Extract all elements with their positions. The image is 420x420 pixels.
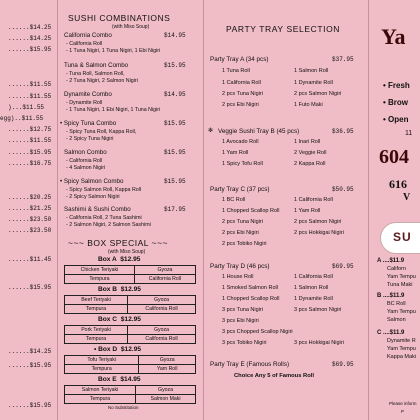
price-row: ......$15.95 [8, 149, 52, 156]
combo-desc: Californ [387, 266, 406, 272]
menu-item-name: Salmon Combo [64, 149, 107, 156]
tray-item: 1 Futo Maki [294, 102, 323, 108]
menu-item-price: $15.95 [164, 62, 186, 69]
tray-item: 3 pcs Ebi Nigiri [222, 318, 259, 324]
box-cell: Chicken Teriyaki [65, 266, 135, 275]
tray-item: 1 California Roll [294, 274, 333, 280]
menu-item-price: $14.95 [164, 32, 186, 39]
menu-item-name: Tuna & Salmon Combo [64, 62, 129, 69]
tray-item: 2 pcs Salmon Nigiri [294, 219, 342, 225]
tray-item: 2 pcs Tuna Nigiri [222, 91, 263, 97]
price-row: ......$20.25 [8, 194, 52, 201]
box-cell: Tempura [65, 305, 128, 314]
price-row: ......$11.55 [8, 93, 52, 100]
box-header: Box C $12.95 [98, 316, 141, 323]
combo-desc: BC Roll [387, 301, 406, 307]
tray-item: 1 Dynamite Roll [294, 296, 333, 302]
menu-item-desc: - 1 Tuna Nigiri, 1 Tuna Nigiri, 1 Ebi Nigiri [66, 48, 161, 54]
star-icon: ✻ [208, 128, 214, 134]
combo-desc: Yam Tempu [387, 309, 416, 315]
combo-desc: Kappa Maki [387, 354, 417, 360]
tray-price: $69.95 [332, 263, 354, 270]
box-cell: Gyoza [136, 386, 196, 395]
tray-item: 1 Salmon Roll [294, 285, 329, 291]
box-cell: Beef Teriyaki [65, 296, 128, 305]
box-table [64, 325, 196, 344]
tray-item: 1 BC Roll [222, 197, 246, 203]
tray-price: $37.95 [332, 56, 354, 63]
menu-item-price: $15.95 [164, 149, 186, 156]
party-tray-column [204, 0, 368, 420]
sushi-combinations-column [58, 0, 203, 420]
price-row: ......$23.50 [8, 227, 52, 234]
feature-bullet: • Open [383, 115, 409, 124]
price-row: ......$14.25 [8, 35, 52, 42]
tray-item: 1 Smoked Salmon Roll [222, 285, 278, 291]
menu-item-name: Sashimi & Sushi Combo [64, 206, 131, 213]
text-fragment: egg)..$11.55 [0, 115, 44, 122]
menu-item-desc: - 2 Spicy Salmon Nigiri [66, 194, 120, 200]
box-cell: Tofu Teriyaki [65, 356, 139, 365]
section-subtitle: (with Miso Soup) [112, 24, 150, 30]
sushi-banner: SU [380, 222, 420, 254]
footer-note: P [401, 409, 405, 414]
feature-bullet: • Fresh [383, 81, 410, 90]
tray-item: 2 pcs Ebi Nigiri [222, 102, 259, 108]
price-row: ......$14.25 [8, 348, 52, 355]
box-cell: Gyoza [128, 296, 196, 305]
section-title: ~~~ BOX SPECIAL ~~~ [68, 238, 168, 248]
box-cell: Yam Roll [139, 365, 196, 374]
box-table [64, 295, 196, 314]
tray-item: 3 pcs Hokkigai Nigiri [294, 340, 344, 346]
price-row: ......$11.45 [8, 256, 52, 263]
menu-item-name: • Spicy Tuna Combo [60, 120, 117, 127]
menu-item-desc: - 2 Salmon Nigiri, 2 Salmon Sashimi [66, 222, 151, 228]
box-cell: Gyoza [128, 326, 196, 335]
tray-item: 3 pcs Tuna Nigiri [222, 307, 263, 313]
hours-fragment: 11 [405, 130, 413, 137]
box-cell: Pork Teriyaki [65, 326, 128, 335]
menu-item-desc: - Tuna Roll, Salmon Roll, [66, 71, 125, 77]
combo-label: C ....$11.9 [377, 330, 405, 336]
tray-item: 1 Avocado Roll [222, 139, 259, 145]
box-cell: Salmon Maki [136, 395, 196, 404]
tray-name: Party Tray C (37 pcs) [210, 186, 270, 193]
combo-desc: Tuna Maki [387, 282, 413, 288]
tray-price: $36.95 [332, 128, 354, 135]
box-table [64, 265, 196, 284]
menu-item-desc: - Spicy Salmon Roll, Kappa Roll [66, 187, 142, 193]
price-row: ......$11.55 [8, 137, 52, 144]
tray-price: $69.95 [332, 361, 354, 368]
box-header: Box B $12.95 [98, 286, 141, 293]
menu-item-desc: - 4 Salmon Nigiri [66, 165, 106, 171]
tray-item: 2 Kappa Roll [294, 161, 326, 167]
combo-desc: Salmon [387, 317, 406, 323]
phone-number: 604 [379, 146, 409, 168]
combo-label: B ....$11.9 [377, 293, 405, 299]
tray-item: 1 Yam Roll [222, 150, 249, 156]
price-row: ......$15.95 [8, 402, 52, 409]
footer-note: Please inform [389, 401, 417, 406]
menu-item-desc: - 2 Tuna Nigiri, 2 Salmon Nigiri [66, 78, 138, 84]
tray-item: 1 Spicy Tofu Roll [222, 161, 263, 167]
feature-bullet: • Brow [383, 98, 409, 107]
tray-name: Veggie Sushi Tray B (45 pcs) [218, 128, 300, 135]
box-header: Box A $12.95 [98, 256, 141, 263]
box-cell: Tempura [65, 335, 128, 344]
price-row: ......$15.95 [8, 362, 52, 369]
box-table [64, 385, 196, 404]
tray-item: 1 Tuna Roll [222, 68, 250, 74]
tray-item: 1 Inari Roll [294, 139, 321, 145]
menu-item-desc: - California Roll, 2 Tuna Sashimi [66, 215, 142, 221]
box-cell: Gyoza [134, 266, 195, 275]
box-cell: Salmon Teriyaki [65, 386, 136, 395]
combo-desc: Dynamite R [387, 338, 416, 344]
box-cell: California Roll [128, 335, 196, 344]
price-row: ......$16.75 [8, 160, 52, 167]
left-price-column [0, 0, 57, 420]
address-number: 616 [389, 177, 407, 191]
price-row: ......$23.50 [8, 216, 52, 223]
menu-item-price: $15.95 [164, 120, 186, 127]
menu-item-desc: - California Roll [66, 41, 103, 47]
tray-name: Party Tray A (34 pcs) [210, 56, 269, 63]
price-row: ......$12.75 [8, 126, 52, 133]
box-cell: Tempura [65, 395, 136, 404]
tray-name: Party Tray D (46 pcs) [210, 263, 270, 270]
price-row: ......$11.55 [8, 81, 52, 88]
tray-price: $50.95 [332, 186, 354, 193]
address-fragment: V [403, 192, 411, 203]
price-row: ......$15.95 [8, 46, 52, 53]
tray-item: 1 Yam Roll [294, 208, 321, 214]
tray-item: 1 Salmon Roll [294, 68, 329, 74]
right-column-lower [369, 0, 420, 420]
menu-item-desc: - 1 Tuna Nigiri, 1 Ebi Nigiri, 1 Tuna Nigiri [66, 107, 161, 113]
price-row: ......$21.25 [8, 205, 52, 212]
menu-item-name: Dynamite Combo [64, 91, 112, 98]
box-cell: Tempura [65, 365, 139, 374]
menu-item-desc: - California Roll [66, 158, 103, 164]
tray-item: 3 pcs Chopped Scallop Nigiri [222, 329, 293, 335]
text-fragment: )...$11.55 [8, 104, 45, 111]
menu-item-desc: - Dynamite Roll [66, 100, 103, 106]
tray-item: 2 pcs Ebi Nigiri [222, 230, 259, 236]
menu-item-name: • Spicy Salmon Combo [60, 178, 124, 185]
combo-label: A ....$11.9 [377, 258, 405, 264]
section-title: PARTY TRAY SELECTION [226, 24, 341, 34]
box-footnote: No Substitution [108, 405, 139, 410]
box-cell: Gyoza [139, 356, 196, 365]
menu-item-price: $15.95 [164, 178, 186, 185]
tray-item: 1 Chopped Scallop Roll [222, 208, 280, 214]
box-header: Box E $14.95 [98, 376, 141, 383]
menu-item-desc: - Spicy Tuna Roll, Kappa Roll, [66, 129, 137, 135]
section-subtitle: (with Miso Soup) [108, 249, 146, 255]
tray-item: 2 pcs Salmon Nigiri [294, 91, 342, 97]
section-title: SUSHI COMBINATIONS [68, 13, 171, 23]
tray-item: 1 Dynamite Roll [294, 80, 333, 86]
tray-item: 1 Chopped Scallop Roll [222, 296, 280, 302]
tray-item: 2 pcs Tobiko Nigiri [222, 241, 267, 247]
menu-item-price: $17.95 [164, 206, 186, 213]
combo-desc: Yam Tempu [387, 274, 416, 280]
box-header: • Box D $12.95 [94, 346, 142, 353]
box-cell: California Roll [128, 305, 196, 314]
tray-item: 2 pcs Hokkigai Nigiri [294, 230, 344, 236]
tray-item: 1 House Roll [222, 274, 254, 280]
tray-item: 3 pcs Salmon Nigiri [294, 307, 342, 313]
tray-item: 3 pcs Tobiko Nigiri [222, 340, 267, 346]
menu-item-desc: - 2 Spicy Tuna Nigiri [66, 136, 114, 142]
tray-name: Party Tray E (Famous Rolls) [210, 361, 290, 368]
restaurant-logo: Ya [381, 24, 406, 49]
price-row: ......$14.25 [8, 24, 52, 31]
menu-item-name: California Combo [64, 32, 112, 39]
tray-item: 2 pcs Tuna Nigiri [222, 219, 263, 225]
tray-item: 1 California Roll [222, 80, 261, 86]
box-cell: California Roll [134, 275, 195, 284]
box-cell: Tempura [65, 275, 135, 284]
price-row: ......$15.95 [8, 284, 52, 291]
box-table [64, 355, 196, 374]
tray-note: Choice Any 5 of Famous Roll [234, 373, 314, 379]
menu-item-price: $14.95 [164, 91, 186, 98]
tray-item: 1 California Roll [294, 197, 333, 203]
combo-desc: Yam Tempu [387, 346, 416, 352]
tray-item: 2 Veggie Roll [294, 150, 327, 156]
